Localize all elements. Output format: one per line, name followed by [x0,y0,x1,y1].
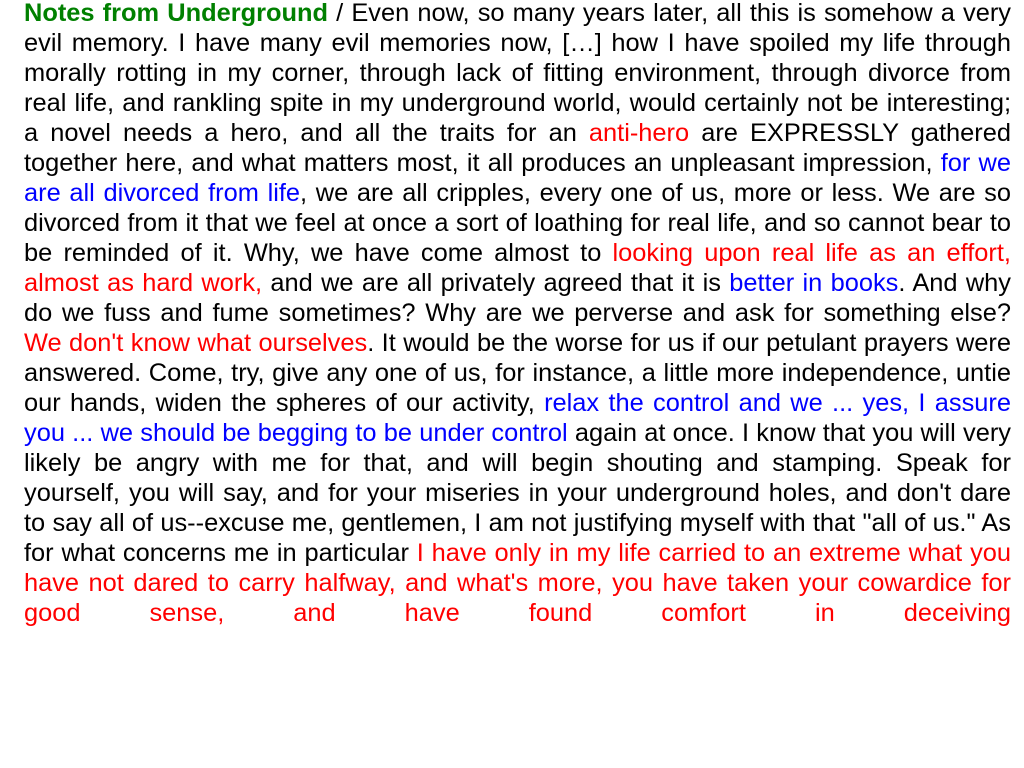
text-segment-plain: and we are all privately agreed that it is [262,269,730,297]
text-segment-plain: . It would be the worse for us if our petulant prayers were answered. Come, try, give any one of us, for instance, a little more independence, untie our hands, widen the spheres of our activity, [24,329,1011,417]
quote-paragraph [24,0,1011,628]
highlight-red-anti-hero: anti-hero [588,119,690,147]
text-segment-plain: are EXPRESSLY gathered together here, and what matters most, it all produces an unpleasant impression, [24,119,1011,177]
highlight-blue-better-in-books: better in books [729,269,899,297]
highlight-blue-under-control: relax the control and we ... yes, I assure you ... we should be begging to be under control [24,389,1011,447]
book-title: Notes from Underground [24,0,329,27]
text-segment-plain: . And why do we fuss and fume sometimes? Why are we perverse and ask for something else? [24,269,1011,327]
highlight-red-dont-know-ourselves: We don't know what ourselves [24,329,368,357]
text-segment-plain: , we are all cripples, every one of us, more or less. We are so divorced from it that we feel at once a sort of loathing for real life, and so cannot bear to be reminded of it. Why, we have come almost to [24,179,1011,267]
highlight-blue-divorced-from-life: for we are all divorced from life [24,149,1011,207]
highlight-red-real-life-effort: looking upon real life as an effort, almost as hard work, [24,239,1011,297]
text-segment-plain: / Even now, so many years later, all this is somehow a very evil memory. I have many evil memories now, […] how I have spoiled my life through morally rotting in my corner, through lack of fitting environment, through divorce from real life, and rankling spite in my underground world, would certainly not be interesting; a novel needs a hero, and all the traits for an [24,0,1011,147]
text-segment-plain: again at once. I know that you will very likely be angry with me for that, and will begin shouting and stamping. Speak for yourself, you will say, and for your miseries in your underground holes, and don't dare to say all of us--excuse me, gentlemen, I am not justifying myself with that "all of us." As for what concerns me in particular [24,419,1012,567]
highlight-red-carried-to-extreme: I have only in my life carried to an extreme what you have not dared to carry halfway, and what's more, you have taken your cowardice for good sense, and have found comfort in deceiving [24,539,1012,627]
